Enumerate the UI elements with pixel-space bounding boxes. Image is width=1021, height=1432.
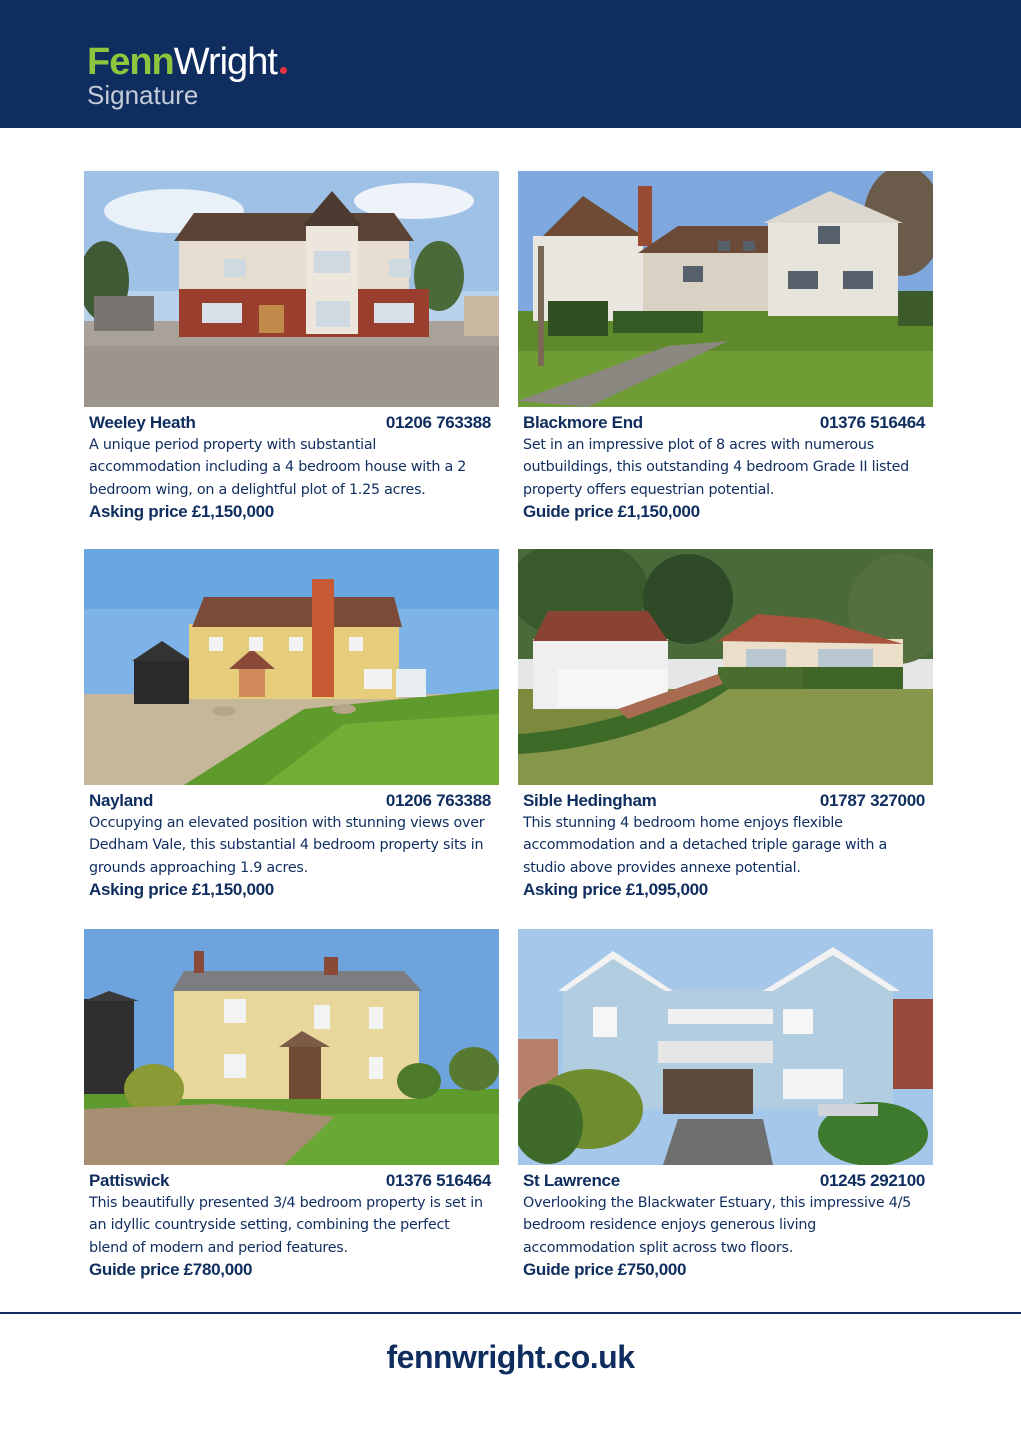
listing-description: A unique period property with substantial accommodation including a 4 bedroom house with a 2 bedroom wing, on a delightful plot of 1.25 acres. <box>89 437 467 498</box>
listing-location: Blackmore End <box>523 413 643 432</box>
brand-logo[interactable] <box>87 42 287 108</box>
listing-info <box>523 1170 925 1281</box>
listing-location: Weeley Heath <box>89 413 196 432</box>
logo-wright: Wright <box>173 41 277 83</box>
property-photo[interactable] <box>518 549 933 785</box>
footer-divider <box>0 1312 1021 1314</box>
listing-phone[interactable]: 01245 292100 <box>819 1171 925 1190</box>
listing-info <box>89 412 491 523</box>
property-photo[interactable] <box>518 929 933 1165</box>
listing-phone[interactable]: 01376 516464 <box>819 413 925 432</box>
property-photo[interactable] <box>518 171 933 407</box>
listing-price: Guide price £780,000 <box>89 1259 253 1279</box>
listing-phone[interactable]: 01787 327000 <box>819 791 925 810</box>
header-banner <box>0 0 1021 128</box>
listing-description: Overlooking the Blackwater Estuary, this impressive 4/5 bedroom residence enjoys generous living accommodation split across two floors. <box>523 1195 911 1256</box>
house-photo-icon <box>518 929 933 1165</box>
logo-subtitle: Signature <box>87 80 199 110</box>
listing-info <box>523 790 925 901</box>
property-photo[interactable] <box>84 171 499 407</box>
listing-price: Asking price £1,150,000 <box>89 501 274 521</box>
listing-description: This stunning 4 bedroom home enjoys flexible accommodation and a detached triple garage with a studio above provides annexe potential. <box>523 815 888 876</box>
listing-phone[interactable]: 01376 516464 <box>385 1171 491 1190</box>
house-photo-icon <box>84 549 499 785</box>
listing-price: Guide price £750,000 <box>523 1259 687 1279</box>
listing-location: St Lawrence <box>523 1171 620 1190</box>
house-photo-icon <box>518 549 933 785</box>
listing-info <box>523 412 925 523</box>
listing-price: Asking price £1,095,000 <box>523 879 708 899</box>
listing-info <box>89 1170 491 1281</box>
property-photo[interactable] <box>84 929 499 1165</box>
listing-description: This beautifully presented 3/4 bedroom property is set in an idyllic countryside setting, combining the perfect blend of modern and period features. <box>89 1195 483 1256</box>
listing-description: Set in an impressive plot of 8 acres with numerous outbuildings, this outstanding 4 bedroom Grade II listed property offers equestrian potential. <box>523 437 909 498</box>
property-photo[interactable] <box>84 549 499 785</box>
logo-dot-icon <box>280 67 287 74</box>
listing-location: Nayland <box>89 791 154 810</box>
listing-location: Sible Hedingham <box>523 791 657 810</box>
listing-price: Guide price £1,150,000 <box>523 501 700 521</box>
website-link[interactable]: fennwright.co.uk <box>386 1339 635 1375</box>
listing-info <box>89 790 491 901</box>
listing-phone[interactable]: 01206 763388 <box>385 791 491 810</box>
listing-price: Asking price £1,150,000 <box>89 879 274 899</box>
house-photo-icon <box>84 929 499 1165</box>
listing-phone[interactable]: 01206 763388 <box>385 413 491 432</box>
listing-location: Pattiswick <box>89 1171 170 1190</box>
logo-fenn: Fenn <box>87 41 174 83</box>
listing-description: Occupying an elevated position with stunning views over Dedham Vale, this substantial 4 bedroom property sits in grounds approaching 1.9 acres. <box>89 815 485 876</box>
house-photo-icon <box>518 171 933 407</box>
house-photo-icon <box>84 171 499 407</box>
